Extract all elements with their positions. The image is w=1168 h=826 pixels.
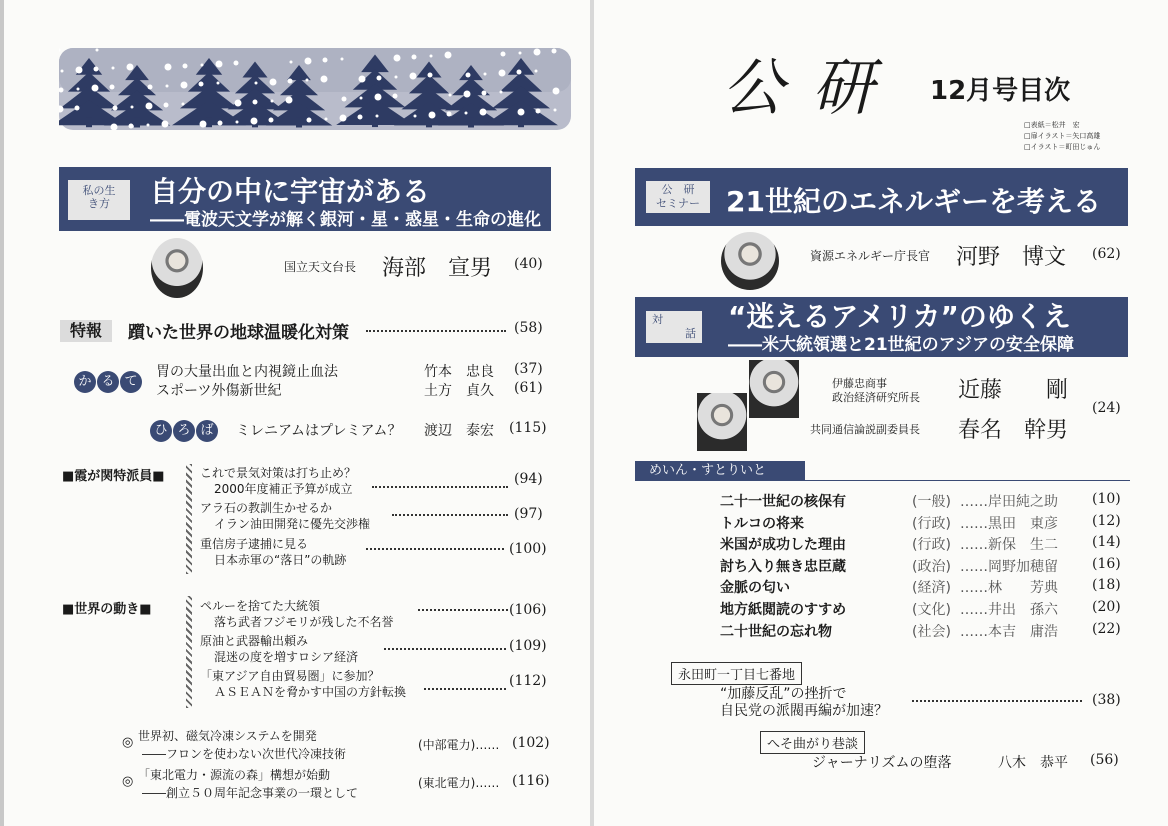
- snowflake-icon: [358, 115, 363, 120]
- ad-2-sponsor: (東北電力)……: [418, 776, 500, 790]
- hiroba-page: (115): [509, 420, 547, 436]
- snowflake-icon: [466, 73, 471, 78]
- snowflake-icon: [499, 70, 506, 77]
- snowflake-icon: [77, 88, 80, 91]
- snowflake-icon: [146, 103, 153, 110]
- snowflake-icon: [235, 100, 242, 107]
- seminar-author-photo: [721, 232, 779, 290]
- snowflake-icon: [148, 85, 153, 90]
- kasumi-1-line2: 2000年度補正予算が成立: [214, 482, 353, 496]
- sekai-2-page: (109): [509, 638, 547, 654]
- mein-item-title[interactable]: 討ち入り無き忠臣蔵: [720, 558, 846, 575]
- issue-title: 12月号目次: [930, 76, 1071, 106]
- snowflake-icon: [465, 112, 468, 115]
- kasumi-3-line2: 日本赤軍の“落日”の軌跡: [214, 553, 347, 567]
- dotted-leader: [392, 514, 508, 516]
- snowflake-icon: [129, 124, 134, 129]
- snowflake-icon: [76, 67, 83, 74]
- kasumi-3-page: (100): [509, 541, 547, 557]
- hesomagari-title[interactable]: ジャーナリズムの堕落: [812, 755, 952, 771]
- snowflake-icon: [517, 70, 522, 75]
- mein-item-category: (行政): [912, 515, 951, 532]
- mein-item-author: ……岸田純之助: [960, 494, 1058, 510]
- snowflake-icon: [271, 100, 274, 103]
- snowflake-icon: [395, 76, 398, 79]
- sekai-3-line2: ＡＳＥＡＮを脅かす中国の方針転換: [214, 685, 407, 699]
- snowflake-icon: [217, 82, 220, 85]
- karute-item-1[interactable]: 胃の大量出血と内視鏡止血法: [156, 364, 338, 380]
- mein-item-page: (20): [1092, 599, 1121, 615]
- kasumigaseki-label: ■霞が関特派員■: [62, 469, 165, 484]
- karute-page-1: (37): [514, 361, 543, 377]
- snowflake-icon: [216, 61, 223, 68]
- right-page: [594, 0, 1168, 826]
- snowflake-icon: [110, 85, 115, 90]
- ad-1-line2: ――フロンを使わない次世代冷凍技術: [142, 747, 347, 761]
- hesomagari-page: (56): [1090, 752, 1119, 768]
- snowflake-icon: [341, 58, 344, 61]
- dotted-leader: [418, 609, 508, 611]
- taiwa-photo-1: [749, 360, 799, 418]
- sekai-2-line2: 混迷の度を増すロシア経済: [214, 650, 359, 664]
- snowflake-icon: [321, 76, 328, 83]
- feature-tag-text: 私の生き方: [82, 184, 116, 210]
- ad-2-page: (116): [512, 773, 550, 789]
- seminar-page: (62): [1092, 246, 1121, 262]
- seminar-role: 資源エネルギー庁長官: [810, 249, 931, 263]
- mein-rule: [805, 480, 1130, 481]
- snowflake-icon: [342, 97, 347, 102]
- snowflake-icon: [500, 91, 503, 94]
- snowflake-icon: [482, 91, 487, 96]
- snowflake-icon: [410, 73, 417, 80]
- snowflake-icon: [323, 58, 328, 63]
- mein-item-author: ……新保 生二: [960, 537, 1058, 554]
- mein-item-author: ……岡野加穂留: [960, 558, 1058, 575]
- taiwa-subtitle: ――米大統領選と21世紀のアジアの安全保障: [728, 335, 1074, 355]
- nagatacho-line1[interactable]: “加藤反乱”の挫折で: [720, 686, 847, 702]
- mein-item-category: (経済): [912, 580, 951, 597]
- snowflake-icon: [376, 115, 379, 118]
- snowflake-icon: [501, 52, 506, 57]
- karute-char: る: [97, 371, 119, 393]
- snowflake-icon: [428, 73, 433, 78]
- snowflake-icon: [199, 82, 204, 87]
- tokuho-title[interactable]: 躓いた世界の地球温暖化対策: [128, 323, 349, 343]
- snowflake-icon: [59, 49, 61, 52]
- karute-label: [74, 370, 143, 393]
- kasumi-2-line2: イラン油田開発に優先交渉権: [214, 517, 371, 531]
- mein-item-page: (10): [1092, 491, 1121, 507]
- taiwa-name-1: 近藤 剛: [958, 378, 1069, 403]
- snowflake-icon: [290, 61, 293, 64]
- snowflake-icon: [218, 121, 223, 126]
- nagatacho-label: 永田町一丁目七番地: [671, 662, 802, 685]
- snowflake-icon: [75, 106, 80, 111]
- dotted-leader: [384, 648, 506, 650]
- dotted-leader: [912, 700, 1082, 702]
- snowflake-icon: [359, 76, 366, 83]
- snowflake-icon: [552, 49, 557, 54]
- seminar-tag: [646, 181, 710, 213]
- taiwa-tag-line2: 話: [685, 327, 696, 340]
- mein-item-title[interactable]: トルコの将来: [720, 515, 804, 532]
- snowflake-icon: [182, 103, 185, 106]
- hiroba-char: ろ: [173, 420, 195, 442]
- snowflake-icon: [534, 49, 541, 56]
- snowflake-icon: [377, 76, 382, 81]
- snowflake-icon: [165, 64, 172, 71]
- snowflake-icon: [251, 118, 258, 125]
- snowflake-icon: [253, 100, 258, 105]
- snowflake-icon: [166, 85, 169, 88]
- taiwa-page: (24): [1092, 400, 1121, 416]
- sekai-1-page: (106): [509, 602, 547, 618]
- hiroba-title[interactable]: ミレニアムはプレミアム？: [236, 423, 402, 439]
- karute-item-2[interactable]: スポーツ外傷新世紀: [156, 383, 282, 399]
- snowflake-icon: [360, 97, 363, 100]
- snowflake-icon: [412, 55, 417, 60]
- mein-item-page: (12): [1092, 512, 1121, 529]
- tokuho-tag: 特報: [60, 320, 112, 342]
- sekai-label: ■世界の動き■: [62, 602, 152, 617]
- snowflake-icon: [113, 106, 118, 111]
- snow-forest-illustration: [59, 48, 571, 130]
- mein-item-category: (一般): [912, 494, 951, 510]
- snowflake-icon: [236, 121, 239, 124]
- karute-author-1: 竹本 忠良: [424, 364, 494, 380]
- taiwa-role-1b: 政治経済研究所長: [832, 391, 920, 404]
- mein-item-author: ……黒田 東彦: [960, 515, 1058, 532]
- hesomagari-author: 八木 恭平: [998, 755, 1068, 771]
- mein-item-author: ……井出 孫六: [960, 602, 1058, 618]
- credit-3: □イラスト＝町田じゅん: [1024, 143, 1101, 151]
- kasumi-1-line1[interactable]: これで景気対策は打ち止め？: [200, 466, 357, 480]
- hiroba-label: [150, 419, 219, 442]
- mein-item-category: (政治): [912, 558, 951, 575]
- sekai-1-line2: 落ち武者フジモリが残した不名誉: [214, 615, 394, 629]
- hiroba-char: ば: [196, 420, 218, 442]
- dotted-leader: [372, 486, 508, 488]
- snowflake-icon: [393, 94, 398, 99]
- hiroba-char: ひ: [150, 420, 172, 442]
- credit-2: □扉イラスト＝矢口高雄: [1024, 132, 1101, 140]
- sekai-3-line1[interactable]: 「東アジア自由貿易圏」に参加？: [200, 669, 380, 683]
- snowflake-icon: [480, 109, 487, 116]
- taiwa-role-2: 共同通信論説副委員長: [810, 423, 920, 436]
- feature-page: (40): [514, 256, 543, 272]
- author-name: 海部 宣男: [382, 256, 493, 281]
- mein-item-title[interactable]: 地方紙閲読のすすめ: [720, 602, 847, 618]
- taiwa-role-1a: 伊藤忠商事: [832, 377, 887, 390]
- snowflake-icon: [270, 79, 277, 86]
- seminar-author: 河野 博文: [956, 245, 1067, 270]
- ad-1-line1[interactable]: 世界初、磁気冷凍システムを開発: [138, 729, 317, 743]
- mein-item-category: (社会): [912, 623, 951, 640]
- feature-subtitle: ――電波天文学が解く銀河・星・惑星・生命の進化: [150, 210, 541, 230]
- hesomagari-label: へそ曲がり巷談: [760, 731, 865, 754]
- nagatacho-page: (38): [1092, 692, 1121, 708]
- dotted-leader: [424, 688, 506, 690]
- snowflake-icon: [307, 118, 312, 123]
- feature-tag: [68, 180, 130, 220]
- seminar-tag-line1: 公 研: [661, 183, 695, 196]
- ad-2-line2: ――創立５０周年記念事業の一環として: [142, 786, 359, 800]
- snowflake-icon: [127, 64, 134, 71]
- snowflake-icon: [445, 52, 452, 59]
- snowflake-icon: [286, 97, 293, 104]
- feature-title[interactable]: 自分の中に宇宙がある: [150, 175, 431, 208]
- taiwa-tag: [646, 311, 702, 343]
- snowflake-icon: [162, 121, 169, 128]
- dotted-leader: [366, 330, 506, 332]
- ad-1-sponsor: (中部電力)……: [418, 738, 500, 752]
- karute-char: て: [120, 371, 142, 393]
- snowflake-icon: [61, 70, 64, 73]
- nagatacho-line2: 自民党の派閥再編が加速？: [720, 703, 888, 719]
- snowflake-icon: [464, 91, 471, 98]
- snowflake-icon: [147, 124, 150, 127]
- snowflake-icon: [164, 103, 169, 108]
- kasumi-1-page: (94): [514, 471, 543, 487]
- kasumi-2-line1[interactable]: アラ石の教訓生かせるか: [200, 501, 333, 515]
- mein-item-category: (文化): [912, 602, 951, 618]
- mein-item-title[interactable]: 金脈の匂い: [720, 580, 790, 597]
- dotted-leader: [366, 548, 504, 550]
- snowflake-icon: [536, 109, 541, 114]
- magazine-logo: 公 研: [722, 51, 878, 124]
- sekai-1-line1[interactable]: ペルーを捨てた大統領: [200, 599, 321, 613]
- wavy-divider: [186, 596, 192, 708]
- snowflake-icon: [131, 106, 134, 109]
- ad-1-mark: ◎: [122, 735, 134, 750]
- snowflake-icon: [288, 79, 293, 84]
- karute-page-2: (61): [514, 380, 543, 396]
- credit-1: □表紙＝松井 宏: [1024, 121, 1080, 129]
- seminar-tag-line2: セミナー: [656, 197, 700, 210]
- snowflake-icon: [447, 112, 452, 117]
- taiwa-photo-2: [697, 393, 747, 451]
- snowflake-icon: [201, 64, 204, 67]
- author-role: 国立天文台長: [284, 260, 357, 274]
- mein-item-title[interactable]: 二十世紀の忘れ物: [720, 623, 832, 640]
- ad-1-page: (102): [512, 735, 550, 751]
- karute-author-2: 土方 貞久: [424, 383, 494, 399]
- mein-label: めいん・すとりいと: [635, 461, 805, 481]
- snowflake-icon: [200, 121, 207, 128]
- snowflake-icon: [234, 61, 239, 66]
- mein-item-page: (14): [1092, 534, 1121, 551]
- snowflake-icon: [519, 52, 522, 55]
- snowflake-icon: [305, 58, 312, 65]
- mein-item-category: (行政): [912, 537, 951, 554]
- seminar-title[interactable]: 21世紀のエネルギーを考える: [726, 185, 1101, 218]
- snowflake-icon: [92, 85, 99, 92]
- author-photo: [151, 238, 203, 298]
- snowflake-icon: [269, 118, 274, 123]
- snowflake-icon: [340, 115, 347, 122]
- snowflake-icon: [181, 82, 188, 89]
- snowflake-icon: [414, 115, 417, 118]
- snowflake-icon: [394, 55, 401, 62]
- snowflake-icon: [484, 73, 487, 76]
- snowflake-icon: [554, 109, 557, 112]
- hiroba-author: 渡辺 泰宏: [424, 423, 494, 439]
- snowflake-icon: [430, 55, 433, 58]
- taiwa-title[interactable]: “迷えるアメリカ”のゆくえ: [728, 300, 1071, 333]
- mein-item-page: (18): [1092, 577, 1121, 594]
- sekai-3-page: (112): [509, 673, 547, 689]
- snowflake-icon: [94, 67, 99, 72]
- kasumi-2-page: (97): [514, 506, 543, 522]
- karute-char: か: [74, 371, 96, 393]
- snowflake-icon: [449, 94, 452, 97]
- mein-item-title[interactable]: 二十一世紀の核保有: [720, 494, 846, 510]
- sekai-2-line1[interactable]: 原油と武器輸出頼み: [200, 634, 309, 648]
- snowflake-icon: [306, 79, 309, 82]
- ad-2-mark: ◎: [122, 774, 134, 789]
- snowflake-icon: [535, 70, 538, 73]
- mein-item-page: (16): [1092, 555, 1121, 572]
- tokuho-page: (58): [514, 320, 543, 336]
- wavy-divider: [186, 464, 192, 574]
- snowflake-icon: [518, 109, 525, 116]
- mein-item-author: ……林 芳典: [960, 580, 1058, 597]
- snowflake-icon: [255, 82, 258, 85]
- taiwa-name-2: 春名 幹男: [958, 418, 1069, 443]
- ad-2-line1[interactable]: 「東北電力・源流の森」構想が始動: [138, 768, 331, 782]
- snowflake-icon: [375, 94, 382, 101]
- taiwa-tag-line1: 対: [652, 313, 663, 326]
- mein-item-author: ……本吉 庸浩: [960, 623, 1058, 640]
- kasumi-3-line1[interactable]: 重信房子逮捕に見る: [200, 537, 309, 551]
- snowflake-icon: [553, 88, 560, 95]
- snowflake-icon: [183, 64, 188, 69]
- snowflake-icon: [96, 49, 99, 52]
- snowflake-icon: [325, 118, 328, 121]
- mein-item-title[interactable]: 米国が成功した理由: [720, 537, 846, 554]
- snowflake-icon: [429, 112, 436, 119]
- mein-item-page: (22): [1092, 620, 1121, 637]
- snowflake-icon: [112, 67, 115, 70]
